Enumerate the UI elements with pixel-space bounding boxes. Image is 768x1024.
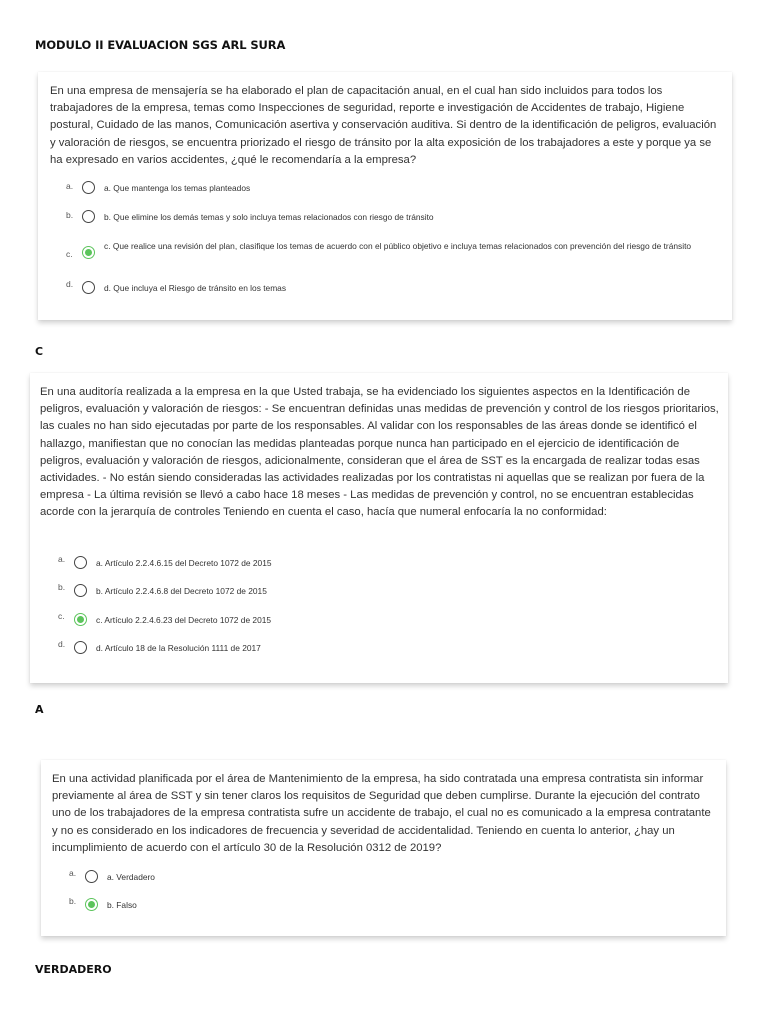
radio-button[interactable]: [74, 556, 87, 569]
option-a[interactable]: [66, 181, 251, 194]
radio-button[interactable]: [82, 181, 95, 194]
option-label: c. Que realice una revisión del plan, clasifique los temas de acuerdo con el público objetivo e incluya temas relacionados con prevención del riesgo de tránsito: [104, 241, 692, 251]
question-text: En una actividad planificada por el área de Mantenimiento de la empresa, ha sido contratada una empresa contratista sin informar previamente al área de SST y sin tener claros los requisitos de Seguridad que deben cumplirse. Durante la ejecución del contrato uno de los trabajadores de la empresa contratista sufre un accidente de trabajo, el cual no es comunicado a la empresa contratante y no es considerado en los indicadores de frecuencia y severidad de accidentalidad. Teniendo en cuenta lo anterior, ¿hay un incumplimiento de acuerdo con el artículo 30 de la Resolución 0312 de 2019?: [52, 773, 711, 854]
option-b[interactable]: [58, 582, 267, 597]
option-b[interactable]: [66, 210, 434, 223]
option-letter: a.: [66, 181, 74, 191]
radio-button-selected[interactable]: [82, 246, 95, 259]
option-a[interactable]: [58, 554, 272, 569]
option-b[interactable]: [69, 896, 137, 911]
radio-button-selected[interactable]: [85, 898, 98, 911]
option-label: b. Falso: [107, 899, 137, 910]
question-text: En una auditoría realizada a la empresa en la que Usted trabaja, se ha evidenciado los siguientes aspectos en la Identificación de peligros, evaluación y valoración de riesgos: - Se encuentran definidas unas medidas de prevención y control de los riesgos prioritarios, las cuales no han sido ejecutadas por parte de los responsables. Al validar con los responsables de las áreas donde se identificó el hallazgo, manifiestan que no conocían las medidas planteadas porque nunca han participado en el ejercicio de identificación de peligros, evaluación y valoración de riesgos, adicionalmente, consideran que el área de SST es la encargada de realizar todas esas actividades. - No están siendo consideradas las actividades realizadas por los contratistas ni aquellas que se realizan por fuera de la empresa - La última revisión se llevó a cabo hace 18 meses - Las medidas de prevención y control, no se encuentran establecidas acorde con la jerarquía de controles Teniendo en cuenta el caso, hacía que numeral enfocaría la no conformidad:: [40, 386, 719, 519]
option-label: b. Artículo 2.2.4.6.8 del Decreto 1072 de 2015: [96, 585, 267, 596]
question-card-1: [38, 72, 732, 320]
answer-label: A: [35, 703, 44, 716]
option-letter: a.: [69, 868, 77, 878]
option-d[interactable]: [66, 279, 287, 294]
option-letter: d.: [66, 279, 74, 289]
option-label: d. Que incluya el Riesgo de tránsito en los temas: [104, 282, 287, 293]
document-title: MODULO II EVALUACION SGS ARL SURA: [35, 38, 286, 52]
radio-button[interactable]: [74, 584, 87, 597]
question-card-3: [41, 760, 726, 936]
option-label: c. Artículo 2.2.4.6.23 del Decreto 1072 de 2015: [96, 614, 272, 625]
radio-button[interactable]: [74, 641, 87, 654]
option-letter: b.: [66, 210, 74, 220]
option-letter: b.: [58, 582, 66, 592]
question-card-2: [30, 373, 728, 683]
answer-label: C: [35, 345, 44, 358]
option-label: a. Artículo 2.2.4.6.15 del Decreto 1072 de 2015: [96, 557, 272, 568]
option-label: b. Que elimine los demás temas y solo incluya temas relacionados con riesgo de tránsito: [104, 211, 434, 222]
radio-button[interactable]: [82, 210, 95, 223]
radio-button-selected[interactable]: [74, 613, 87, 626]
option-letter: c.: [58, 611, 65, 621]
option-c[interactable]: [66, 240, 722, 259]
option-c[interactable]: [58, 611, 272, 626]
option-label: a. Verdadero: [107, 871, 155, 882]
option-label: d. Artículo 18 de la Resolución 1111 de 2017: [96, 642, 261, 653]
option-label: a. Que mantenga los temas planteados: [104, 182, 251, 193]
option-d[interactable]: [58, 639, 261, 654]
option-letter: a.: [58, 554, 66, 564]
option-letter: d.: [58, 639, 66, 649]
radio-button[interactable]: [85, 870, 98, 883]
option-letter: b.: [69, 896, 77, 906]
radio-button[interactable]: [82, 281, 95, 294]
option-letter: c.: [66, 249, 73, 259]
option-a[interactable]: [69, 868, 155, 883]
question-text: En una empresa de mensajería se ha elaborado el plan de capacitación anual, en el cual han sido incluidos para todos los trabajadores de la empresa, temas como Inspecciones de seguridad, reporte e investigación de Accidentes de trabajo, Higiene postural, Cuidado de las manos, Comunicación asertiva y conservación auditiva. Si dentro de la identificación de peligros, evaluación y valoración de riesgos, se encuentra priorizado el riesgo de tránsito por la alta exposición de los trabajadores a este y porque ya se ha expresado en varios accidentes, ¿qué le recomendaría a la empresa?: [50, 85, 717, 166]
answer-label: VERDADERO: [35, 963, 112, 976]
